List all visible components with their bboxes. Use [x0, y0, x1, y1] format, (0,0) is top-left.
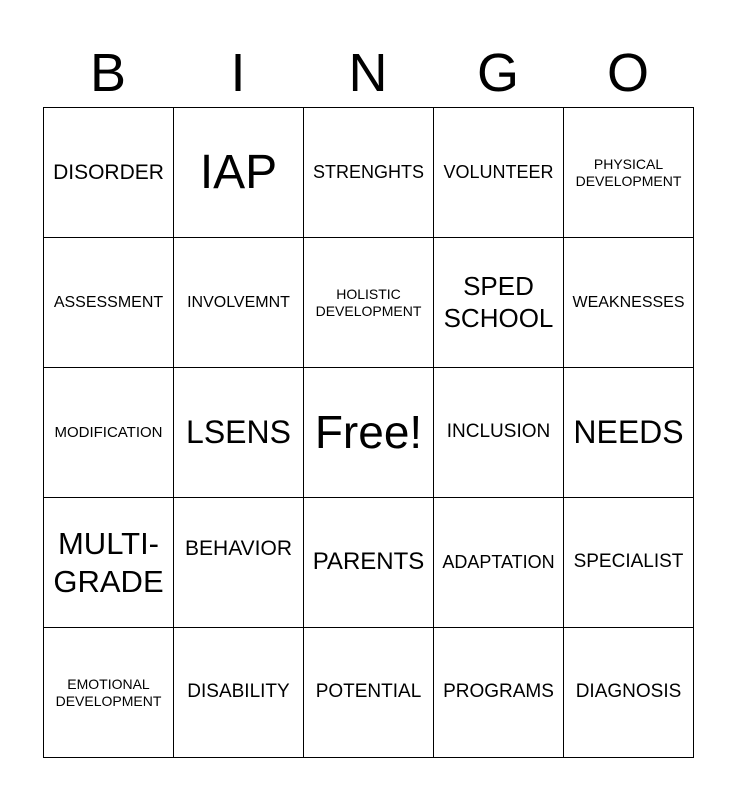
bingo-cell[interactable] — [564, 628, 694, 758]
header-letter-n: N — [348, 43, 388, 103]
cell-label: MULTI-GRADE — [53, 526, 164, 599]
bingo-cell[interactable] — [564, 108, 694, 238]
bingo-cell[interactable] — [434, 368, 564, 498]
bingo-cell[interactable] — [304, 108, 434, 238]
bingo-cell[interactable] — [44, 108, 174, 238]
cell-label: ADAPTATION — [442, 551, 555, 572]
cell-label: DISABILITY — [187, 681, 290, 703]
bingo-board — [43, 107, 694, 758]
bingo-cell[interactable] — [304, 628, 434, 758]
bingo-cell[interactable] — [174, 368, 304, 498]
bingo-cell[interactable] — [174, 108, 304, 238]
cell-label: INVOLVEMNT — [187, 293, 290, 311]
cell-label: POTENTIAL — [315, 681, 422, 703]
bingo-cell[interactable] — [44, 368, 174, 498]
cell-label: SPED SCHOOL — [443, 271, 554, 333]
bingo-cell[interactable] — [564, 238, 694, 368]
bingo-cell[interactable] — [434, 628, 564, 758]
cell-label: NEEDS — [573, 414, 684, 451]
cell-label: DIAGNOSIS — [575, 681, 682, 703]
bingo-cell[interactable] — [174, 628, 304, 758]
cell-label: HOLISTIC DEVELOPMENT — [315, 285, 422, 319]
bingo-cell[interactable] — [44, 628, 174, 758]
free-space-label: Free! — [314, 405, 423, 458]
header-letter-o: O — [606, 43, 649, 103]
cell-label: EMOTIONAL DEVELOPMENT — [55, 675, 162, 709]
bingo-cell[interactable] — [434, 108, 564, 238]
cell-label: PROGRAMS — [443, 681, 554, 703]
bingo-cell[interactable] — [304, 498, 434, 628]
bingo-cell[interactable] — [44, 498, 174, 628]
cell-label: PARENTS — [312, 548, 425, 576]
bingo-cell[interactable] — [434, 238, 564, 368]
cell-label: MODIFICATION — [54, 423, 163, 441]
cell-label: SPECIALIST — [573, 551, 684, 573]
cell-label: WEAKNESSES — [572, 293, 685, 311]
cell-label: ASSESSMENT — [53, 293, 164, 311]
bingo-header — [43, 40, 693, 106]
cell-label: BEHAVIOR — [185, 536, 292, 560]
cell-label: PHYSICAL DEVELOPMENT — [575, 155, 682, 189]
cell-label: LSENS — [186, 414, 291, 451]
bingo-cell[interactable] — [44, 238, 174, 368]
cell-label: IAP — [199, 145, 278, 199]
bingo-cell[interactable] — [564, 498, 694, 628]
bingo-cell-free[interactable] — [304, 368, 434, 498]
cell-label: VOLUNTEER — [443, 161, 554, 182]
bingo-cell[interactable] — [174, 498, 304, 628]
bingo-cell[interactable] — [434, 498, 564, 628]
bingo-cell[interactable] — [564, 368, 694, 498]
header-letter-i: I — [230, 43, 246, 103]
bingo-cell[interactable] — [174, 238, 304, 368]
cell-label: INCLUSION — [446, 421, 551, 443]
header-letter-g: G — [476, 43, 519, 103]
header-letter-b: B — [89, 43, 127, 103]
cell-label: DISORDER — [53, 160, 164, 184]
bingo-cell[interactable] — [304, 238, 434, 368]
cell-label: STRENGHTS — [312, 161, 424, 182]
